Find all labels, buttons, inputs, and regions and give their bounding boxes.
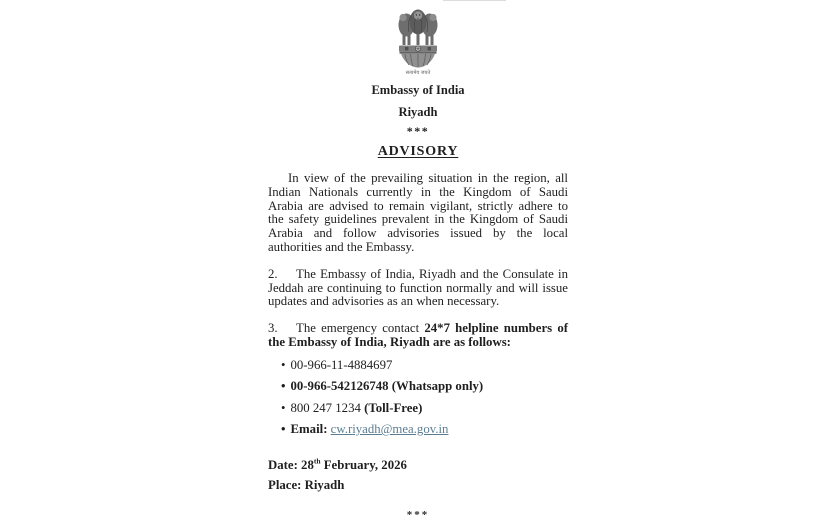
- emblem-motto: सत्यमेव जयते: [405, 70, 431, 76]
- email-link[interactable]: cw.riyadh@mea.gov.in: [330, 422, 449, 437]
- paragraph-3: [268, 322, 568, 350]
- list-item-phone-tollfree: [281, 402, 568, 416]
- email-label: Email:: [290, 422, 331, 437]
- paragraph-3-lead: The emergency contact: [296, 321, 425, 336]
- date-line: [268, 456, 568, 473]
- date-rest: February, 2026: [320, 457, 407, 472]
- paragraph-3-number: 3.: [268, 321, 278, 336]
- header-separator: ***: [406, 124, 430, 138]
- phone-number-whatsapp: 00-966-542126748 (Whatsapp only): [290, 379, 484, 394]
- phone-number-1: 00-966-11-4884697: [290, 357, 393, 372]
- date-prefix: Date: 28: [268, 457, 314, 472]
- org-name: Embassy of India: [371, 83, 465, 97]
- org-city: Riyadh: [398, 105, 438, 119]
- list-item-email: [281, 423, 568, 437]
- place-line: Place: Riyadh: [268, 478, 345, 493]
- tollfree-label: (Toll-Free): [364, 400, 423, 415]
- paragraph-2-text: The Embassy of India, Riyadh and the Consulate in Jeddah are continuing to function normally and will issue updates and advisories as an when necessary.: [268, 266, 568, 309]
- paragraph-1: [268, 172, 568, 255]
- lion-capital-icon: [395, 8, 441, 70]
- bullet-icon: •: [281, 379, 286, 394]
- paragraph-1-text: In view of the prevailing situation in the region, all Indian Nationals currently in the Kingdom of Saudi Arabia are advised to remain vigilant, strictly adhere to the safety guidelines prevalent in the Kingdom of Saudi Arabia and follow advisories issued by the local authorities and the Embassy.: [268, 171, 568, 254]
- bullet-icon: •: [281, 357, 286, 372]
- phone-number-tollfree: 800 247 1234: [290, 400, 365, 415]
- list-item-phone-1: [281, 359, 568, 373]
- paragraph-2-number: 2.: [268, 266, 278, 281]
- paragraph-3-bold: 24*7 helpline numbers of the Embassy of India, Riyadh are as follows:: [268, 321, 568, 349]
- helpline-list: [268, 359, 568, 437]
- advisory-title: ADVISORY: [377, 144, 459, 159]
- list-item-phone-whatsapp: [281, 380, 568, 394]
- emblem-of-india: [391, 8, 445, 76]
- footer-separator: ***: [406, 508, 430, 521]
- advisory-document: [268, 0, 568, 521]
- paragraph-2: [268, 268, 568, 309]
- bullet-icon: •: [281, 400, 286, 415]
- date-ordinal: th: [313, 456, 321, 466]
- bullet-icon: •: [281, 422, 286, 437]
